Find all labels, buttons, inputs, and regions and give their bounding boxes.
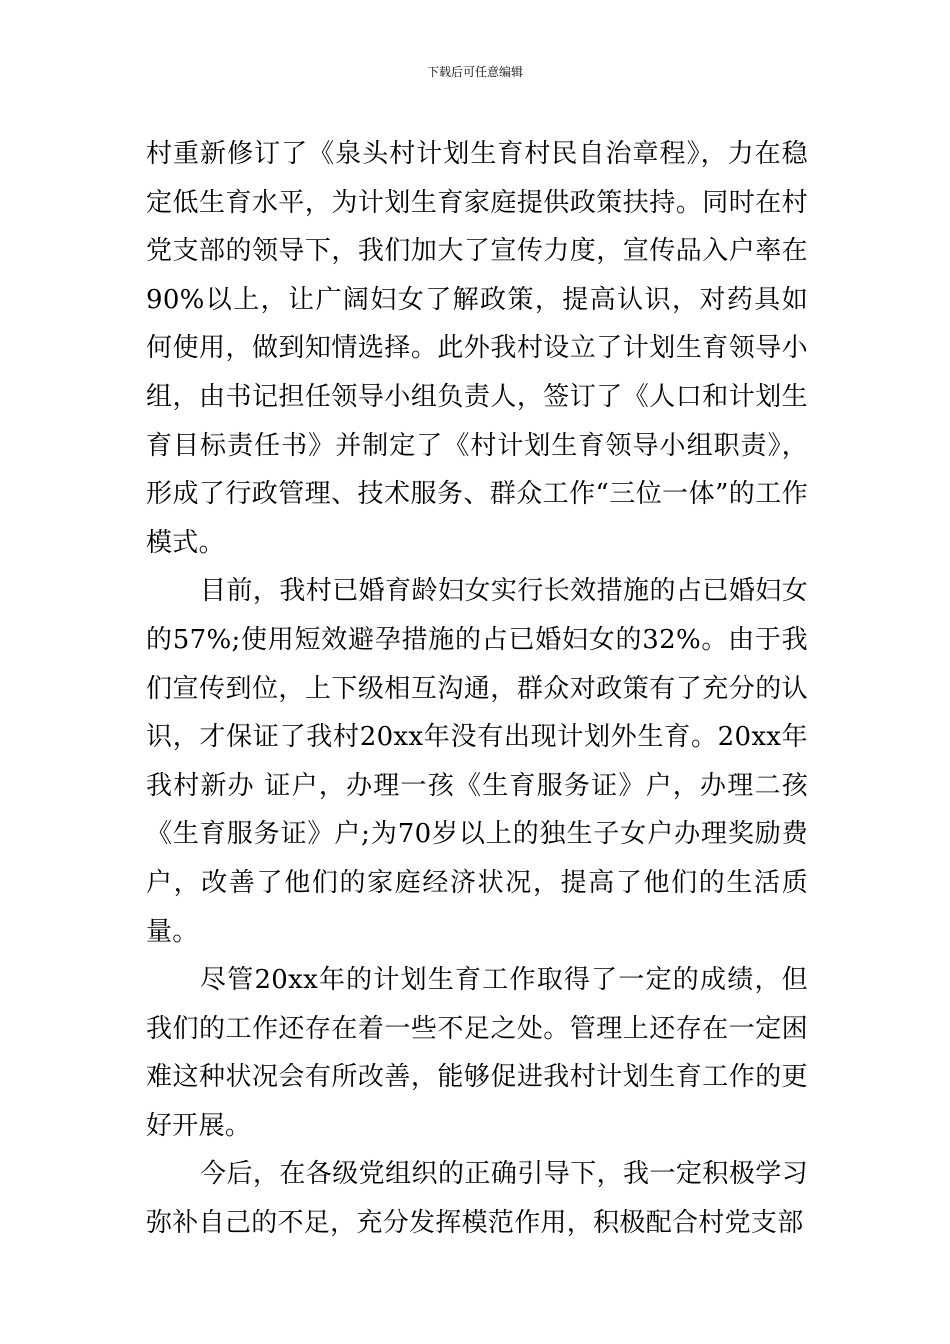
paragraph-4: 今后，在各级党组织的正确引导下，我一定积极学习弥补自己的不足，充分发挥模范作用，积极配合村党支部 — [146, 1159, 808, 1239]
paragraph-2: 目前，我村已婚育龄妇女实行长效措施的占已婚妇女的57%;使用短效避孕措施的占已婚妇女的32%。由于我们宣传到位，上下级相互沟通，群众对政策有了充分的认识，才保证了我村20xx年没有出现计划外生育。20xx年我村新办 证户，办理一孩《生育服务证》户，办理二孩《生育服务证》户;为70岁以上的独生子女户办理奖励费户，改善了他们的家庭经济状况，提高了他们的生活质量。 — [146, 576, 808, 947]
paragraph-3: 尽管20xx年的计划生育工作取得了一定的成绩，但我们的工作还存在着一些不足之处。管理上还存在一定困难这种状况会有所改善，能够促进我村计划生育工作的更好开展。 — [146, 965, 808, 1141]
page-header: 下载后可任意编辑 — [426, 65, 523, 79]
paragraph-1: 村重新修订了《泉头村计划生育村民自治章程》，力在稳定低生育水平，为计划生育家庭提供政策扶持。同时在村党支部的领导下，我们加大了宣传力度，宣传品入户率在90%以上，让广阔妇女了解政策，提高认识，对药具如何使用，做到知情选择。此外我村设立了计划生育领导小组，由书记担任领导小组负责人，签订了《人口和计划生育目标责任书》并制定了《村计划生育领导小组职责》，形成了行政管理、技术服务、群众工作“三位一体”的工作模式。 — [146, 139, 808, 558]
document-body — [146, 130, 808, 1248]
